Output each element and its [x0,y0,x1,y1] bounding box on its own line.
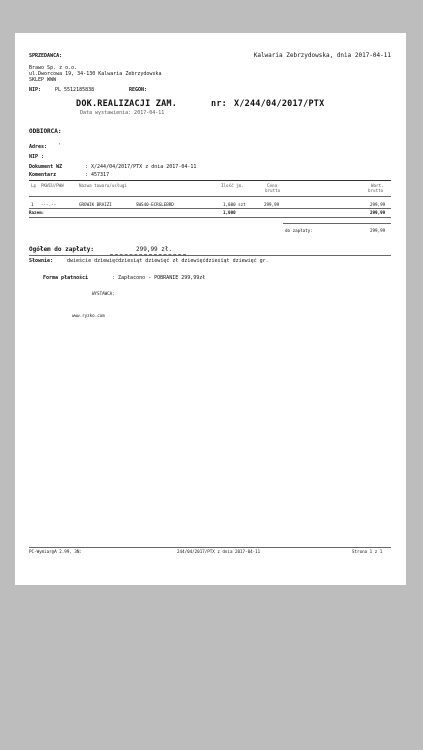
number-label: nr: [211,99,227,109]
recipient-label: ODBIORCA: [29,128,62,135]
col-header-lp: Lp [31,183,37,188]
payment-value: : Zapłacono - POBRANIE 299,99zł [112,275,206,281]
col-header-value: Wart. [371,183,384,188]
col-header-value-sub: brutto [368,188,384,193]
summary-rule [29,255,391,256]
payment-label: Forma płatności [43,275,89,281]
row-qty: 1,000 szt [223,202,246,207]
col-header-qty: Ilość jm. [221,183,244,188]
table-total-rule [29,217,391,218]
document-number: X/244/04/2017/PTX [234,99,325,109]
doc-wz-value: : X/244/04/2017/PTX z dnia 2017-04-11 [85,164,197,170]
seller-label: SPRZEDAWCA: [29,53,63,59]
issuer-label: WYSTAWCA: [92,291,115,296]
grand-total-value: 299,99 zł. [136,246,173,253]
table-top-rule [29,180,391,181]
comment-value: : 457317 [85,172,110,178]
place-date: Kalwaria Zebrzydowska, dnia 2017-04-11 [253,52,391,59]
row-pkwiu: ---.-- [41,202,57,207]
total-value: 299,99 [370,210,386,215]
comment-label: Komentarz [29,172,57,178]
doc-wz-label: Dokument WZ [29,164,63,170]
seller-shop: SKLEP WWW [29,77,57,83]
address-value: ' [58,143,62,149]
paid-label: do zapłaty: [285,228,313,233]
website: www.ryzko.com [72,313,105,318]
row-name: GROWIK BRAIZI [79,202,112,207]
col-header-name: Nazwa towaru/usługi [79,183,127,188]
seller-name: Brawo Sp. z o.o. [29,65,78,71]
row-value: 299,99 [370,202,386,207]
row-price: 299,99 [264,202,280,207]
footer-rule [29,547,391,548]
document-title: DOK.REALIZACJI ZAM. [76,99,178,109]
nip-value: PL 5512185838 [55,87,95,93]
total-qty: 1,000 [223,210,236,215]
row-code: SWS40-ECRGLEBRD [136,202,174,207]
nip-label: NIP: [29,87,42,93]
table-header-rule [29,196,391,197]
total-label: Razem: [29,210,45,215]
footer-doc-ref: 244/04/2017/PTX z dnia 2017-04-11 [177,549,261,554]
document-page [15,33,406,585]
address-label: Adres: [29,144,48,150]
col-header-price-sub: brutto [265,188,281,193]
footer-software: PC-Wymiar@A 2.99, 3N: [29,549,82,554]
words-label: Słownie: [29,258,54,264]
table-row-rule [29,208,391,209]
recipient-nip-label: NIP : [29,154,45,160]
col-header-pkwiu: PKWIU/PWW [41,183,64,188]
paid-value: 299,99 [370,228,386,233]
col-header-price: Cena [267,183,278,188]
grand-total-label: Ogółem do zapłaty: [29,246,95,253]
seller-address: ul.Dworcowa 19, 34-130 Kalwaria Zebrzydowska [29,71,162,77]
footer-page: Strona 1 z 1 [352,549,383,554]
paid-rule [283,223,391,224]
row-lp: 1 [31,202,34,207]
regon-label: REGON: [129,87,148,93]
words-value: dwieście dziewięćdziesiąt dziewięć zł dziewięćdziesiąt dziewięć gr. [67,258,269,264]
issue-date: Data wystawienia: 2017-04-11 [80,110,165,116]
